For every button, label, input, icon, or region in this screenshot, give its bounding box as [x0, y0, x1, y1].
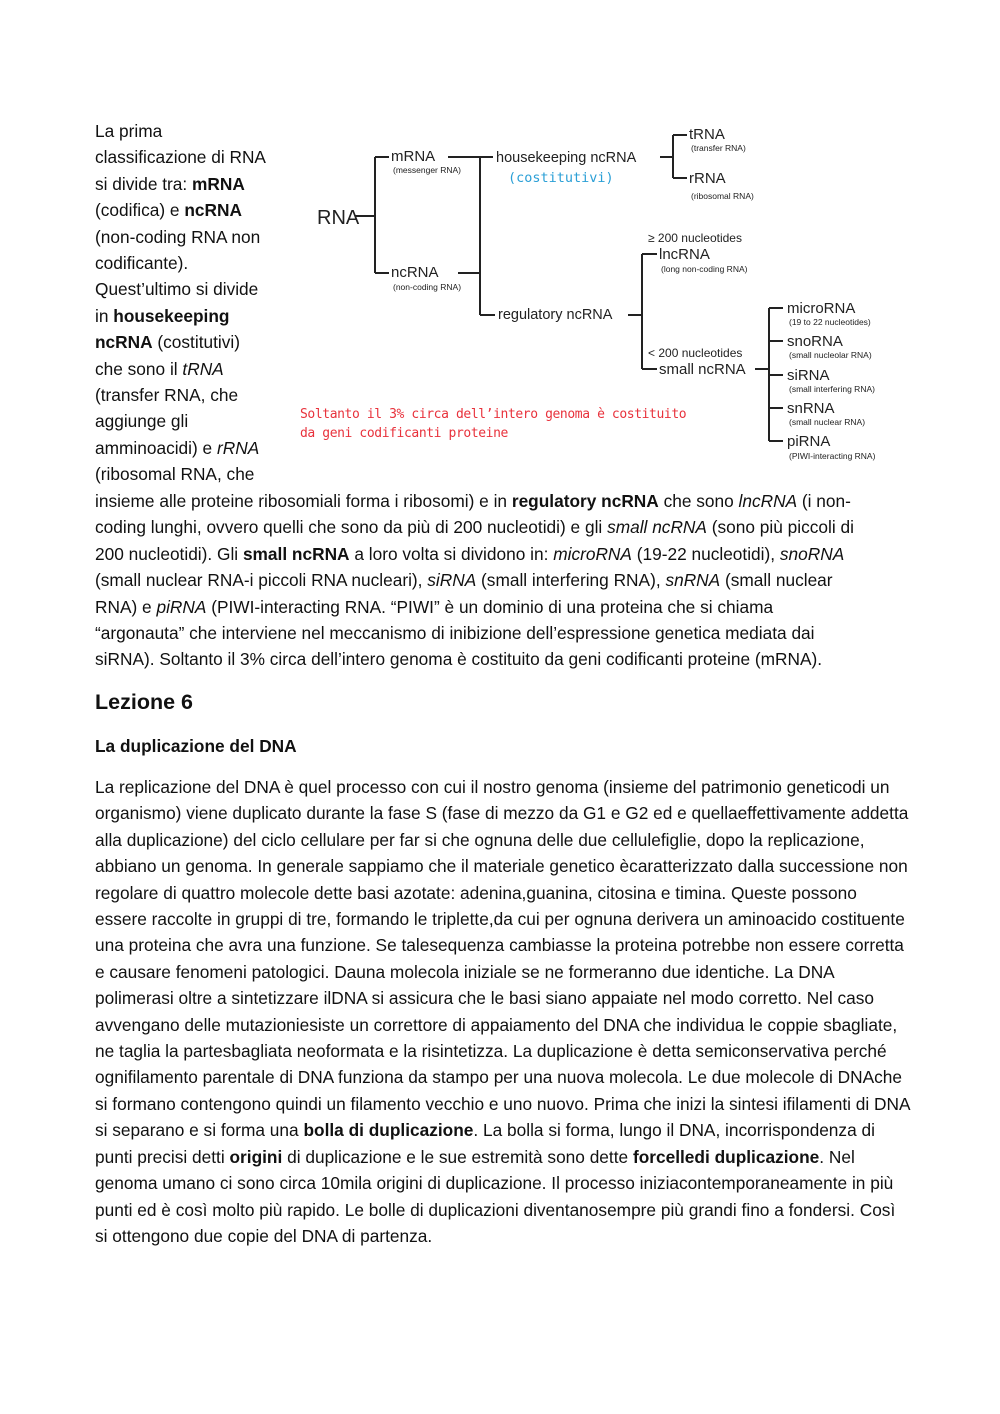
italic-run: tRNA	[182, 358, 224, 379]
text-run: (i non-	[797, 491, 851, 511]
text-run: amminoacidi) e	[95, 437, 217, 458]
italic-run: snRNA	[665, 570, 721, 591]
italic-run: siRNA	[427, 570, 477, 591]
text-line	[95, 197, 280, 223]
diagram-over200-label: ≥ 200 nucleotides	[648, 231, 742, 245]
diagram-snrna-label: snRNA	[787, 400, 835, 417]
diagram-snorna-sub: (small nucleolar RNA)	[789, 350, 872, 360]
text-run: sempre più grandi fino a fondersi. Così si ottengono due copie del DNA di partenza.	[95, 1199, 896, 1246]
text-line	[95, 646, 910, 672]
text-run: esiste un correttore di appaiamento del DNA che individua le coppie sbagliate, ne taglia la parte	[95, 1014, 898, 1062]
diagram-microrna-sub: (19 to 22 nucleotides)	[789, 317, 871, 327]
diagram-pirna-label: piRNA	[787, 433, 831, 450]
text-run: una molecola iniziale se ne formeranno due identiche. La DNA polimerasi oltre a sintetizzare il	[95, 961, 834, 1009]
diagram-note-line1: Soltanto il 3% circa dell’intero genoma è costituito	[300, 407, 687, 422]
text-run: . Nel genoma umano ci sono circa 10mila origini di duplicazione. Il processo inizia	[95, 1146, 855, 1194]
text-run: La replicazione del DNA è quel processo con cui il nostro genoma (insieme del patrimonio genetico	[95, 777, 852, 797]
diagram-under200-label: < 200 nucleotides	[648, 346, 743, 360]
italic-run: small ncRNA	[607, 517, 707, 538]
italic-run: lncRNA	[738, 491, 798, 511]
text-run: da cui per ognuna derivera un aminoacido costituente una proteina che avra una funzione. Se tale	[95, 909, 905, 956]
text-run: guanina, citosina e timina. Queste possono essere raccolte in gruppi di tre, formando le triplette,	[95, 882, 857, 930]
text-line	[95, 461, 280, 487]
bold-run: mRNA	[192, 173, 245, 194]
text-line	[95, 382, 280, 408]
italic-run: snoRNA	[779, 543, 845, 564]
text-run: (non-coding RNA non	[95, 226, 261, 247]
text-run: (transfer RNA, che	[95, 385, 239, 406]
diagram-mrna-sub: (messenger RNA)	[393, 165, 462, 175]
text-run: caratterizzato dalla successione non regolare di quattro molecole dette basi azotate: adenina,	[95, 856, 908, 903]
text-line	[95, 567, 910, 593]
text-run: aggiunge gli	[95, 411, 189, 432]
section-heading: Lezione 6	[95, 690, 193, 714]
text-run: di un organismo) viene duplicato durante la fase S (fase di mezzo da G1 e G2 ed e quella	[95, 777, 890, 824]
text-run: (small interfering RNA),	[476, 570, 666, 591]
diagram-root-label: RNA	[317, 207, 360, 229]
text-line	[128, 1067, 874, 1087]
diagram-ncrna-label: ncRNA	[391, 264, 439, 281]
text-line	[95, 435, 280, 461]
rna-classification-diagram	[295, 120, 910, 470]
bold-run: origini	[229, 1146, 283, 1167]
text-run: “argonauta” che interviene nel meccanismo di inibizione dell’espressione genetica mediata dai	[95, 623, 815, 644]
text-line	[95, 144, 280, 170]
diagram-costitutivi-note: (costitutivi)	[508, 170, 614, 186]
diagram-pirna-sub: (PIWI-interacting RNA)	[789, 451, 876, 461]
text-line	[95, 171, 280, 197]
text-run: La prima	[95, 121, 163, 141]
text-run: codificante).	[95, 253, 189, 274]
italic-run: rRNA	[216, 437, 260, 458]
bold-run: regulatory ncRNA	[511, 491, 659, 511]
text-run: insieme alle proteine ribosomiali forma i ribosomi) e in	[95, 491, 512, 511]
text-run: sequenza cambiasse la proteina potrebbe non essere corretta e causare fenomeni patologici. Da	[95, 935, 904, 982]
bold-run: di duplicazione	[694, 1146, 820, 1167]
text-run: effettivamente addetta alla duplicazione) del ciclo cellulare per far si che ognuna delle due cellule	[95, 803, 909, 850]
body-paragraph	[95, 774, 910, 1249]
diagram-trna-label: tRNA	[689, 126, 725, 143]
text-run: (costitutivi)	[152, 332, 240, 353]
bold-run: small ncRNA	[242, 543, 350, 564]
text-line	[95, 541, 910, 567]
italic-run: piRNA	[156, 596, 207, 617]
diagram-smallncrna-label: small ncRNA	[659, 361, 746, 378]
diagram-lncrna-label: lncRNA	[659, 246, 710, 263]
text-run: figlie, dopo la replicazione, abbiano un genoma. In generale sappiamo che il materiale genetico è	[95, 829, 865, 877]
text-run: di duplicazione e le sue estremità sono dette	[282, 1146, 633, 1167]
text-run: Quest’ultimo si divide	[95, 279, 259, 300]
text-run: (PIWI-interacting RNA. “PIWI” è un dominio di una proteina che si chiama	[206, 596, 774, 617]
bold-run: ncRNA	[95, 332, 153, 353]
text-line	[95, 250, 280, 276]
diagram-snorna-label: snoRNA	[787, 333, 843, 350]
text-run: coding lunghi, ovvero quelli che sono da più di 200 nucleotidi) e gli	[95, 517, 608, 538]
text-line	[95, 276, 280, 302]
text-line	[95, 118, 280, 144]
text-run: RNA) e	[95, 596, 157, 617]
text-line	[95, 620, 910, 646]
text-run: . La bolla si forma, lungo il DNA, in	[473, 1120, 739, 1141]
text-run: che sono	[658, 491, 739, 511]
text-run: (codifica) e	[95, 200, 185, 221]
text-run: classificazione di RNA	[95, 147, 266, 168]
text-run: filamenti di DNA si separano e si forma una	[95, 1093, 910, 1141]
intro-paragraph-wide	[95, 488, 910, 673]
diagram-rrna-label: rRNA	[689, 170, 726, 187]
text-run: (small nuclear RNA-i piccoli RNA nucleari),	[95, 570, 428, 591]
text-run: (small nuclear	[720, 570, 833, 591]
diagram-microrna-label: microRNA	[787, 300, 856, 317]
diagram-mrna-label: mRNA	[391, 148, 436, 165]
diagram-trna-sub: (transfer RNA)	[691, 143, 746, 153]
text-run: si divide tra:	[95, 173, 193, 194]
italic-run: microRNA	[553, 543, 632, 564]
text-run: contemporaneamente in più punti ed è così molto più rapido. Le bolle di duplicazioni diventano	[95, 1173, 894, 1220]
diagram-sirna-label: siRNA	[787, 367, 830, 384]
text-run: a loro volta si dividono in:	[349, 543, 554, 564]
text-run: filamento parentale di DNA funziona da stampo per una nuova molecola. Le due molecole di DNA	[127, 1067, 875, 1088]
diagram-housekeeping-label: housekeeping ncRNA	[496, 150, 637, 166]
diagram-ncrna-sub: (non-coding RNA)	[393, 282, 462, 292]
text-run: che sono il	[95, 358, 183, 379]
text-run: siRNA). Soltanto il 3% circa dell’intero genoma è costituito da geni codificanti proteine (mRNA).	[95, 649, 823, 670]
text-run: che si formano contengono quindi un filamento vecchio e uno nuovo. Prima che inizi la sintesi i	[95, 1067, 902, 1114]
text-run: in	[95, 305, 114, 326]
bold-run: bolla di duplicazione	[303, 1120, 474, 1141]
diagram-rrna-sub: (ribosomal RNA)	[691, 191, 754, 201]
text-line	[95, 356, 280, 382]
text-line	[95, 514, 910, 540]
text-line	[95, 594, 910, 620]
diagram-sirna-sub: (small interfering RNA)	[789, 384, 875, 394]
diagram-note-line2: da geni codificanti proteine	[300, 426, 508, 441]
text-line	[95, 488, 910, 514]
bold-run: housekeeping	[113, 305, 230, 326]
diagram-snrna-sub: (small nuclear RNA)	[789, 417, 866, 427]
text-run: sbagliata neoformata e la risintetizza. La duplicazione è detta semiconservativa perché ogni	[95, 1041, 887, 1088]
text-line	[95, 329, 280, 355]
text-line	[95, 224, 280, 250]
diagram-regulatory-label: regulatory ncRNA	[498, 307, 613, 323]
text-run: DNA si assicura che le basi siano appaiate nel modo corretto. Nel caso avvengano delle mutazioni	[95, 988, 875, 1035]
text-line	[95, 777, 852, 797]
text-run: corrispondenza di punti precisi detti	[95, 1120, 875, 1167]
text-run: (19-22 nucleotidi),	[631, 543, 780, 564]
text-line	[95, 408, 280, 434]
text-run: 200 nucleotidi). Gli	[95, 543, 243, 564]
intro-paragraph-narrow	[95, 118, 280, 488]
section-subheading: La duplicazione del DNA	[95, 736, 297, 756]
text-run: (sono più piccoli di	[706, 517, 854, 538]
bold-run: ncRNA	[184, 200, 242, 221]
diagram-lncrna-sub: (long non-coding RNA)	[661, 264, 748, 274]
bold-run: forcelle	[632, 1146, 695, 1167]
text-line	[95, 303, 280, 329]
text-run: (ribosomal RNA, che	[95, 464, 255, 485]
